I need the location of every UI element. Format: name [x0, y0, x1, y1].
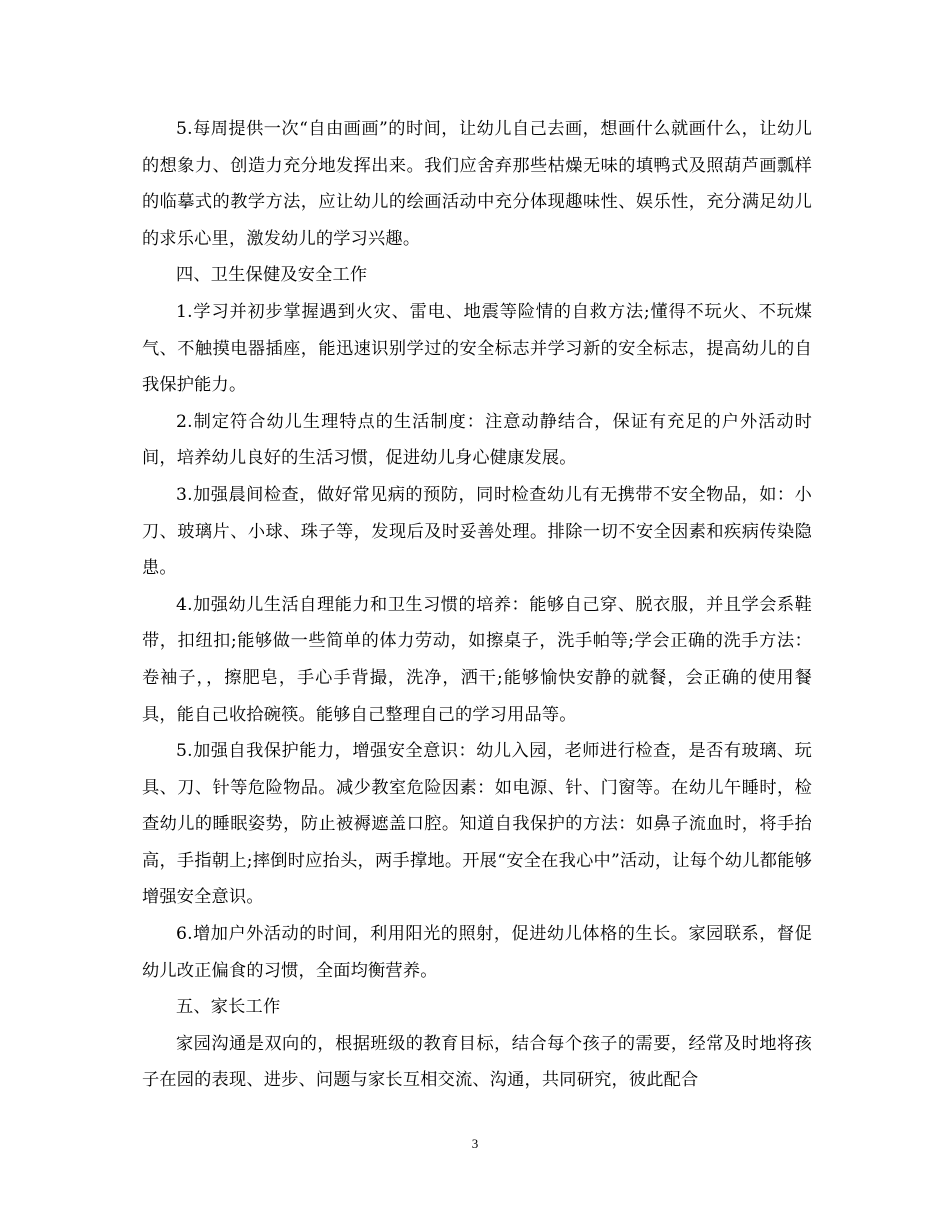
paragraph-self-protection: 5.加强自我保护能力，增强安全意识：幼儿入园，老师进行检查，是否有玻璃、玩具、刀、针等危险物品。减少教室危险因素：如电源、针、门窗等。在幼儿午睡时，检查幼儿的睡眠姿势，防止被褥遮盖口腔。知道自我保护的方法：如鼻子流血时，将手抬高，手指朝上;摔倒时应抬头，两手撑地。开展“安全在我心中”活动，让每个幼儿都能够增强安全意识。 [142, 741, 812, 908]
section-heading-health-safety: 四、卫生保健及安全工作 [176, 265, 368, 286]
paragraph-life-routine: 2.制定符合幼儿生理特点的生活制度：注意动静结合，保证有充足的户外活动时间，培养幼儿良好的生活习惯，促进幼儿身心健康发展。 [142, 411, 812, 469]
paragraph-outdoor-activity: 6.增加户外活动的时间，利用阳光的照射，促进幼儿体格的生长。家园联系，督促幼儿改正偏食的习惯，全面均衡营养。 [142, 924, 812, 981]
paragraph-drawing-time: 5.每周提供一次“自由画画”的时间，让幼儿自己去画，想画什么就画什么，让幼儿的想象力、创造力充分地发挥出来。我们应舍弃那些枯燥无味的填鸭式及照葫芦画瓢样的临摹式的教学方法，应让幼儿的绘画活动中充分体现趣味性、娱乐性，充分满足幼儿的求乐心里，激发幼儿的学习兴趣。 [142, 119, 812, 249]
paragraph-morning-check: 3.加强晨间检查，做好常见病的预防，同时检查幼儿有无携带不安全物品，如：小刀、玻璃片、小球、珠子等，发现后及时妥善处理。排除一切不安全因素和疾病传染隐患。 [142, 484, 812, 579]
page-number: 3 [471, 1136, 479, 1151]
paragraph-self-rescue: 1.学习并初步掌握遇到火灾、雷电、地震等险情的自救方法;懂得不玩火、不玩煤气、不触摸电器插座，能迅速识别学过的安全标志并学习新的安全标志，提高幼儿的自我保护能力。 [142, 301, 812, 396]
paragraph-home-school: 家园沟通是双向的，根据班级的教育目标，结合每个孩子的需要，经常及时地将孩子在园的表现、进步、问题与家长互相交流、沟通，共同研究，彼此配合 [142, 1033, 812, 1091]
section-heading-parent-work: 五、家长工作 [176, 997, 281, 1018]
document-body [142, 111, 812, 1099]
paragraph-self-care: 4.加强幼儿生活自理能力和卫生习惯的培养：能够自己穿、脱衣服，并且学会系鞋带，扣纽扣;能够做一些简单的体力劳动，如擦桌子，洗手帕等;学会正确的洗手方法：卷袖子，，擦肥皂，手心手背撮，洗净，洒干;能够愉快安静的就餐，会正确的使用餐具，能自己收拾碗筷。能够自己整理自己的学习用品等。 [142, 594, 812, 725]
